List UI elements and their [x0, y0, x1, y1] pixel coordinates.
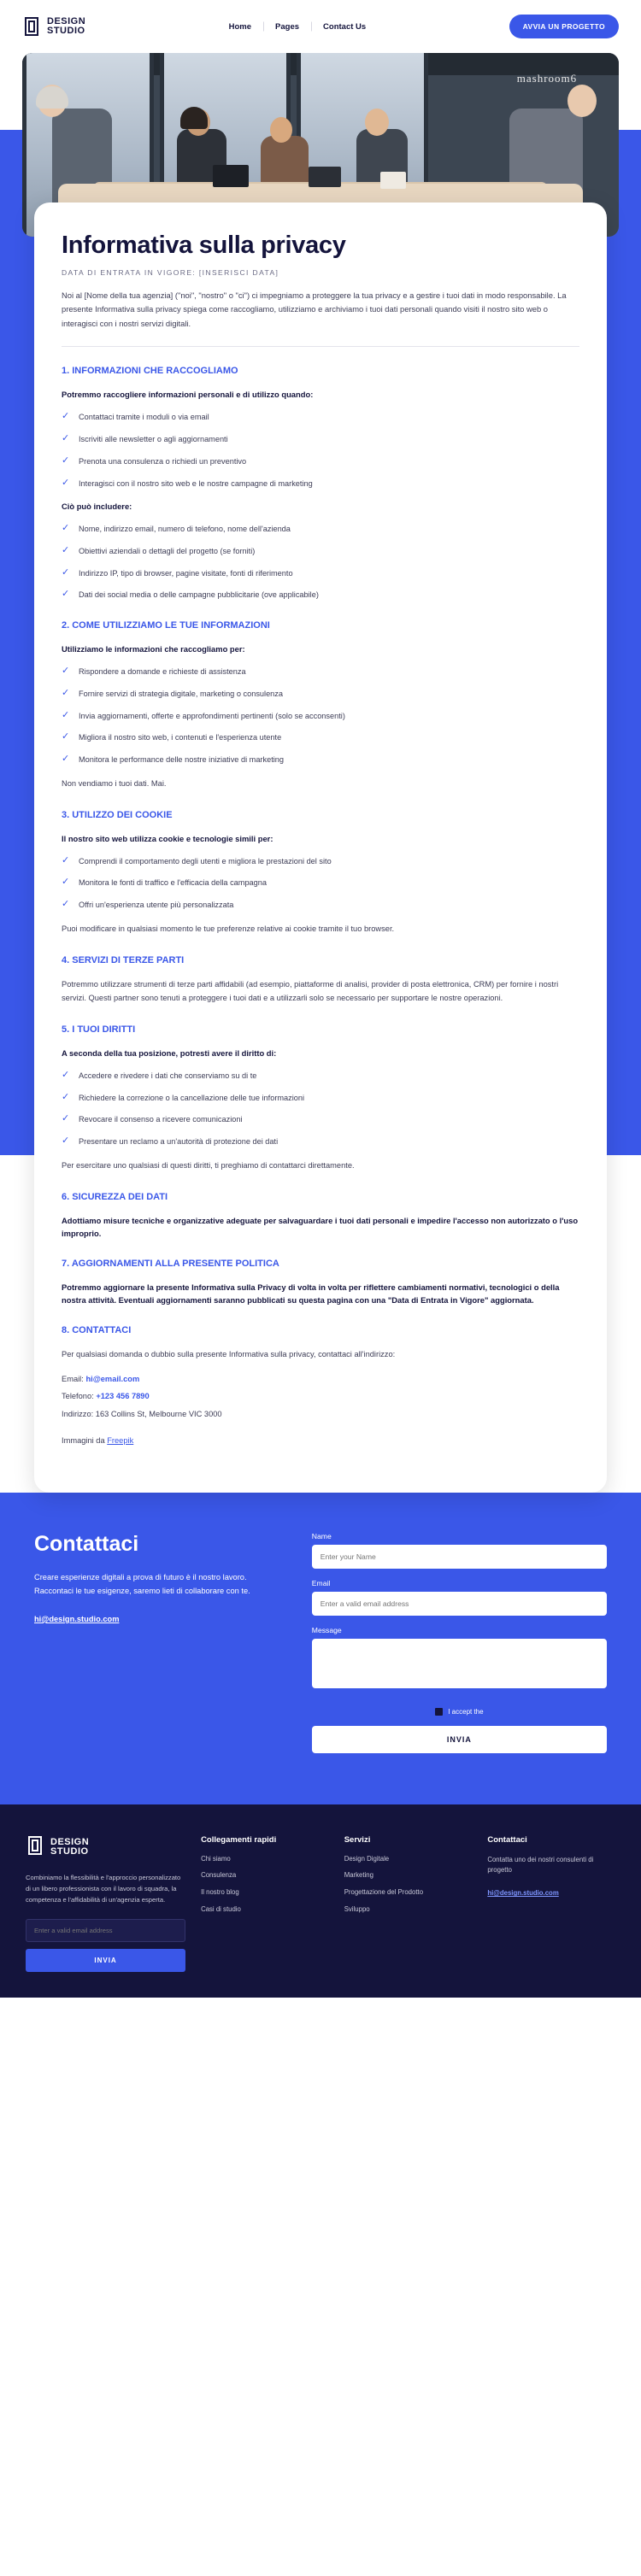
- footer-about-text: Combiniamo la flessibilità e l'approccio personalizzato di un libero professionista con il lavoro di squadra, la competenza e l'affidabilità di un'agenzia esperta.: [26, 1873, 181, 1904]
- section-title-4: 4. SERVIZI DI TERZE PARTI: [62, 954, 185, 965]
- list-item-label: Indirizzo IP, tipo di browser, pagine visitate, fonti di riferimento: [79, 568, 293, 578]
- intro-paragraph: Noi al [Nome della tua agenzia] ("noi", "nostro" o "ci") ci impegniamo a proteggere la tua privacy e a gestire i tuoi dati in modo responsabile. La presente Informativa sulla privacy spiega come raccogliamo, utilizziamo e archiviamo i tuoi dati personali quando visiti il nostro sito web o interagisci con i nostri servizi digitali.: [62, 290, 567, 328]
- list-item-label: Accedere e rivedere i dati che conserviamo su di te: [79, 1071, 257, 1081]
- list-item-label: Nome, indirizzo email, numero di telefono, nome dell'azienda: [79, 525, 291, 534]
- contact-copy: Creare esperienze digitali a prova di futuro è il nostro lavoro. Raccontaci le tue esigenze, saremo lieti di collaborare con te.: [34, 1572, 250, 1596]
- page-title: Informativa sulla privacy: [62, 232, 346, 259]
- footer-logo[interactable]: [26, 1835, 185, 1860]
- effective-date: DATA DI ENTRATA IN VIGORE: [INSERISCI DATA]: [62, 268, 279, 277]
- list-item-label: Iscriviti alle newsletter o agli aggiornamenti: [79, 435, 228, 444]
- check-icon: ✓: [62, 566, 70, 578]
- check-icon: ✓: [62, 666, 70, 677]
- list-item: [62, 710, 579, 723]
- list-item-label: Monitora le fonti di traffico e l'efficacia della campagna: [79, 878, 267, 888]
- contact-title: Contattaci: [34, 1531, 139, 1556]
- image-credit: [62, 1434, 579, 1448]
- footer-link-marketing[interactable]: Marketing: [344, 1871, 373, 1880]
- hero-section: [0, 53, 641, 1493]
- image-credit-prefix: Immagini da: [62, 1435, 108, 1445]
- section-lead-1: Potremmo raccogliere informazioni personali e di utilizzo quando:: [62, 390, 314, 400]
- section-lead-3: Il nostro sito web utilizza cookie e tecnologie simili per:: [62, 833, 273, 843]
- section-lead-2: Utilizziamo le informazioni che raccogliamo per:: [62, 644, 245, 654]
- site-header: [0, 0, 641, 53]
- list-item: [62, 666, 579, 678]
- footer-services-column: [344, 1835, 473, 1973]
- footer-logo-line2: STUDIO: [50, 1846, 89, 1857]
- section-lead-5: A seconda della tua posizione, potresti avere il diritto di:: [62, 1047, 277, 1058]
- list-item: [62, 855, 579, 868]
- site-footer: [0, 1804, 641, 1998]
- footer-contact-email[interactable]: hi@design.studio.com: [487, 1889, 559, 1898]
- main-nav: [85, 22, 509, 32]
- brand-logo[interactable]: [22, 15, 85, 38]
- nav-item-home[interactable]: Home: [228, 21, 252, 32]
- list-item: [62, 567, 579, 580]
- list-item: [62, 1070, 579, 1083]
- list-item: [62, 754, 579, 766]
- section-title-6: 6. SICUREZZA DEI DATI: [62, 1191, 168, 1202]
- section-title-8: 8. CONTATTACI: [62, 1324, 132, 1335]
- list-item-label: Rispondere a domande e richieste di assistenza: [79, 667, 246, 677]
- privacy-policy-card: [34, 202, 607, 1493]
- footer-brand-column: [26, 1835, 185, 1973]
- contact-intro: [34, 1532, 286, 1753]
- section-title-1: 1. INFORMAZIONI CHE RACCOGLIAMO: [62, 366, 238, 377]
- nav-item-pages[interactable]: Pages: [263, 22, 311, 32]
- list-item: [62, 688, 579, 701]
- accept-checkbox[interactable]: [435, 1708, 443, 1716]
- footer-services-heading: Servizi: [344, 1834, 371, 1845]
- list-item-label: Comprendi il comportamento degli utenti e migliora le prestazioni del sito: [79, 856, 332, 866]
- section-title-3: 3. UTILIZZO DEI COOKIE: [62, 809, 173, 820]
- footer-link-progettazione-prodotto[interactable]: Progettazione del Prodotto: [344, 1888, 424, 1897]
- check-icon: ✓: [62, 899, 70, 910]
- submit-button[interactable]: INVIA: [312, 1726, 607, 1753]
- email-input[interactable]: [312, 1592, 607, 1616]
- footer-link-consulenza[interactable]: Consulenza: [201, 1871, 237, 1880]
- section-lead-7: Potremmo aggiornare la presente Informativa sulla Privacy di volta in volta per riflettere cambiamenti normativi, tecnologici o della nostra attività. Eventuali aggiornamenti saranno pubblicati su questa pagina con una "Data di Entrata in Vigore" aggiornata.: [62, 1282, 560, 1305]
- check-icon: ✓: [62, 687, 70, 698]
- contact-form: [312, 1532, 607, 1753]
- check-icon: ✓: [62, 455, 70, 466]
- brand-logo-text: [47, 17, 85, 36]
- section-title-7: 7. AGGIORNAMENTI ALLA PRESENTE POLITICA: [62, 1258, 279, 1269]
- footer-link-design-digitale[interactable]: Design Digitale: [344, 1854, 390, 1863]
- check-icon: ✓: [62, 523, 70, 534]
- list-item: [62, 877, 579, 889]
- contact-section: [0, 1493, 641, 1804]
- section-title-5: 5. I TUOI DIRITTI: [62, 1024, 136, 1035]
- contact-email-label: Email:: [62, 1374, 84, 1383]
- section-8-paragraph: Per qualsiasi domanda o dubbio sulla presente Informativa sulla privacy, contattaci all'indirizzo:: [62, 1349, 396, 1358]
- check-icon: ✓: [62, 1135, 70, 1147]
- footer-quick-links-heading: Collegamenti rapidi: [201, 1834, 277, 1845]
- list-item: [62, 455, 579, 468]
- footer-link-casi-di-studio[interactable]: Casi di studio: [201, 1905, 241, 1914]
- check-icon: ✓: [62, 545, 70, 556]
- list-item-label: Dati dei social media o delle campagne pubblicitarie (ove applicabile): [79, 590, 319, 600]
- check-icon: ✓: [62, 411, 70, 422]
- list-item-label: Interagisci con il nostro sito web e le nostre campagne di marketing: [79, 478, 313, 488]
- list-item: [62, 899, 579, 912]
- start-project-button[interactable]: AVVIA UN PROGETTO: [509, 15, 619, 38]
- name-input[interactable]: [312, 1545, 607, 1569]
- section-4-paragraph: Potremmo utilizzare strumenti di terze parti affidabili (ad esempio, piattaforme di analisi, provider di posta elettronica, CRM) per fornire i nostri servizi. Questi partner sono tenuti a proteggere i tuoi dati e a utilizzarli solo se necessario per supportare le nostre operazioni.: [62, 979, 559, 1003]
- accept-terms-label: I accept the: [448, 1707, 484, 1716]
- list-item: [62, 731, 579, 744]
- check-icon: ✓: [62, 433, 70, 444]
- list-item-label: Revocare il consenso a ricevere comunicazioni: [79, 1115, 243, 1124]
- design-studio-logo-icon: [22, 15, 41, 38]
- design-studio-logo-icon: [26, 1835, 44, 1860]
- list-item-label: Monitora le performance delle nostre iniziative di marketing: [79, 755, 285, 765]
- list-item: [62, 433, 579, 446]
- brand-logo-line2: STUDIO: [47, 26, 85, 36]
- list-item-label: Obiettivi aziendali o dettagli del progetto (se forniti): [79, 547, 256, 556]
- footer-logo-text: [50, 1838, 89, 1857]
- check-icon: ✓: [62, 709, 70, 720]
- contact-phone-label: Telefono:: [62, 1392, 94, 1401]
- list-item-label: Richiedere la correzione o la cancellazione delle tue informazioni: [79, 1093, 305, 1102]
- list-item: [62, 589, 579, 601]
- check-icon: ✓: [62, 477, 70, 488]
- section-2-list: [62, 666, 579, 766]
- list-item: [62, 523, 579, 536]
- footer-logo-line1: DESIGN: [50, 1837, 90, 1847]
- section-title-2: 2. COME UTILIZZIAMO LE TUE INFORMAZIONI: [62, 620, 270, 631]
- section-3-note: Puoi modificare in qualsiasi momento le tue preferenze relative ai cookie tramite il tuo browser.: [62, 924, 395, 933]
- check-icon: ✓: [62, 731, 70, 742]
- list-item-label: Contattaci tramite i moduli o via email: [79, 413, 209, 422]
- section-lead-6: Adottiamo misure tecniche e organizzative adeguate per salvaguardare i tuoi dati personali e impedire l'accesso non autorizzato o l'uso improprio.: [62, 1215, 579, 1238]
- contact-phone-value: +123 456 7890: [96, 1392, 150, 1401]
- nav-item-contact-us[interactable]: Contact Us: [311, 22, 378, 32]
- check-icon: ✓: [62, 754, 70, 765]
- newsletter-submit-button[interactable]: INVIA: [26, 1949, 185, 1972]
- message-field-label: Message: [311, 1625, 342, 1634]
- section-1-list-1: [62, 411, 579, 490]
- check-icon: ✓: [62, 1070, 70, 1081]
- name-field-label: Name: [311, 1531, 332, 1540]
- check-icon: ✓: [62, 589, 70, 600]
- check-icon: ✓: [62, 1091, 70, 1102]
- list-item-label: Offri un'esperienza utente più personalizzata: [79, 901, 234, 910]
- brand-logo-line1: DESIGN: [47, 16, 86, 26]
- hero-wall-sign: mashroom6: [516, 72, 578, 85]
- list-item: [62, 1092, 579, 1105]
- message-textarea[interactable]: [312, 1639, 607, 1688]
- list-item-label: Invia aggiornamenti, offerte e approfondimenti pertinenti (solo se acconsenti): [79, 711, 345, 720]
- list-item-label: Presentare un reclamo a un'autorità di protezione dei dati: [79, 1137, 279, 1147]
- freepik-link[interactable]: Freepik: [107, 1435, 134, 1445]
- section-5-list: [62, 1070, 579, 1148]
- contact-email-link[interactable]: hi@email.com: [85, 1374, 140, 1383]
- contact-email-link-section[interactable]: hi@design.studio.com: [34, 1614, 120, 1623]
- contact-address: Indirizzo: 163 Collins St, Melbourne VIC 3000: [62, 1410, 222, 1419]
- section-3-list: [62, 855, 579, 912]
- list-item: [62, 1135, 579, 1148]
- check-icon: ✓: [62, 1113, 70, 1124]
- check-icon: ✓: [62, 877, 70, 888]
- contact-email-row: [62, 1372, 579, 1387]
- newsletter-email-input[interactable]: [26, 1919, 185, 1942]
- list-item: [62, 1113, 579, 1126]
- footer-link-chi-siamo[interactable]: Chi siamo: [201, 1854, 231, 1863]
- list-item-label: Prenota una consulenza o richiedi un preventivo: [79, 456, 247, 466]
- accept-terms-row[interactable]: [312, 1708, 607, 1716]
- list-item: [62, 411, 579, 424]
- list-item: [62, 545, 579, 558]
- footer-link-blog[interactable]: Il nostro blog: [201, 1888, 239, 1897]
- check-icon: ✓: [62, 854, 70, 866]
- list-item-label: Migliora il nostro sito web, i contenuti e l'esperienza utente: [79, 733, 282, 742]
- section-2-note: Non vendiamo i tuoi dati. Mai.: [62, 778, 167, 788]
- footer-contact-column: [487, 1835, 615, 1973]
- divider: [62, 346, 579, 347]
- contact-phone-row: [62, 1389, 579, 1404]
- section-1-list-2: [62, 523, 579, 601]
- footer-quick-links-column: [201, 1835, 329, 1973]
- section-5-note: Per esercitare uno qualsiasi di questi diritti, ti preghiamo di contattarci direttamente.: [62, 1160, 355, 1170]
- email-field-label: Email: [311, 1578, 331, 1587]
- section-lead-1b: Ciò può includere:: [62, 502, 132, 512]
- footer-contact-heading: Contattaci: [487, 1834, 527, 1845]
- list-item: [62, 478, 579, 490]
- list-item-label: Fornire servizi di strategia digitale, marketing o consulenza: [79, 689, 283, 698]
- footer-link-sviluppo[interactable]: Sviluppo: [344, 1905, 370, 1914]
- footer-contact-text: Contatta uno dei nostri consulenti di progetto: [487, 1855, 594, 1874]
